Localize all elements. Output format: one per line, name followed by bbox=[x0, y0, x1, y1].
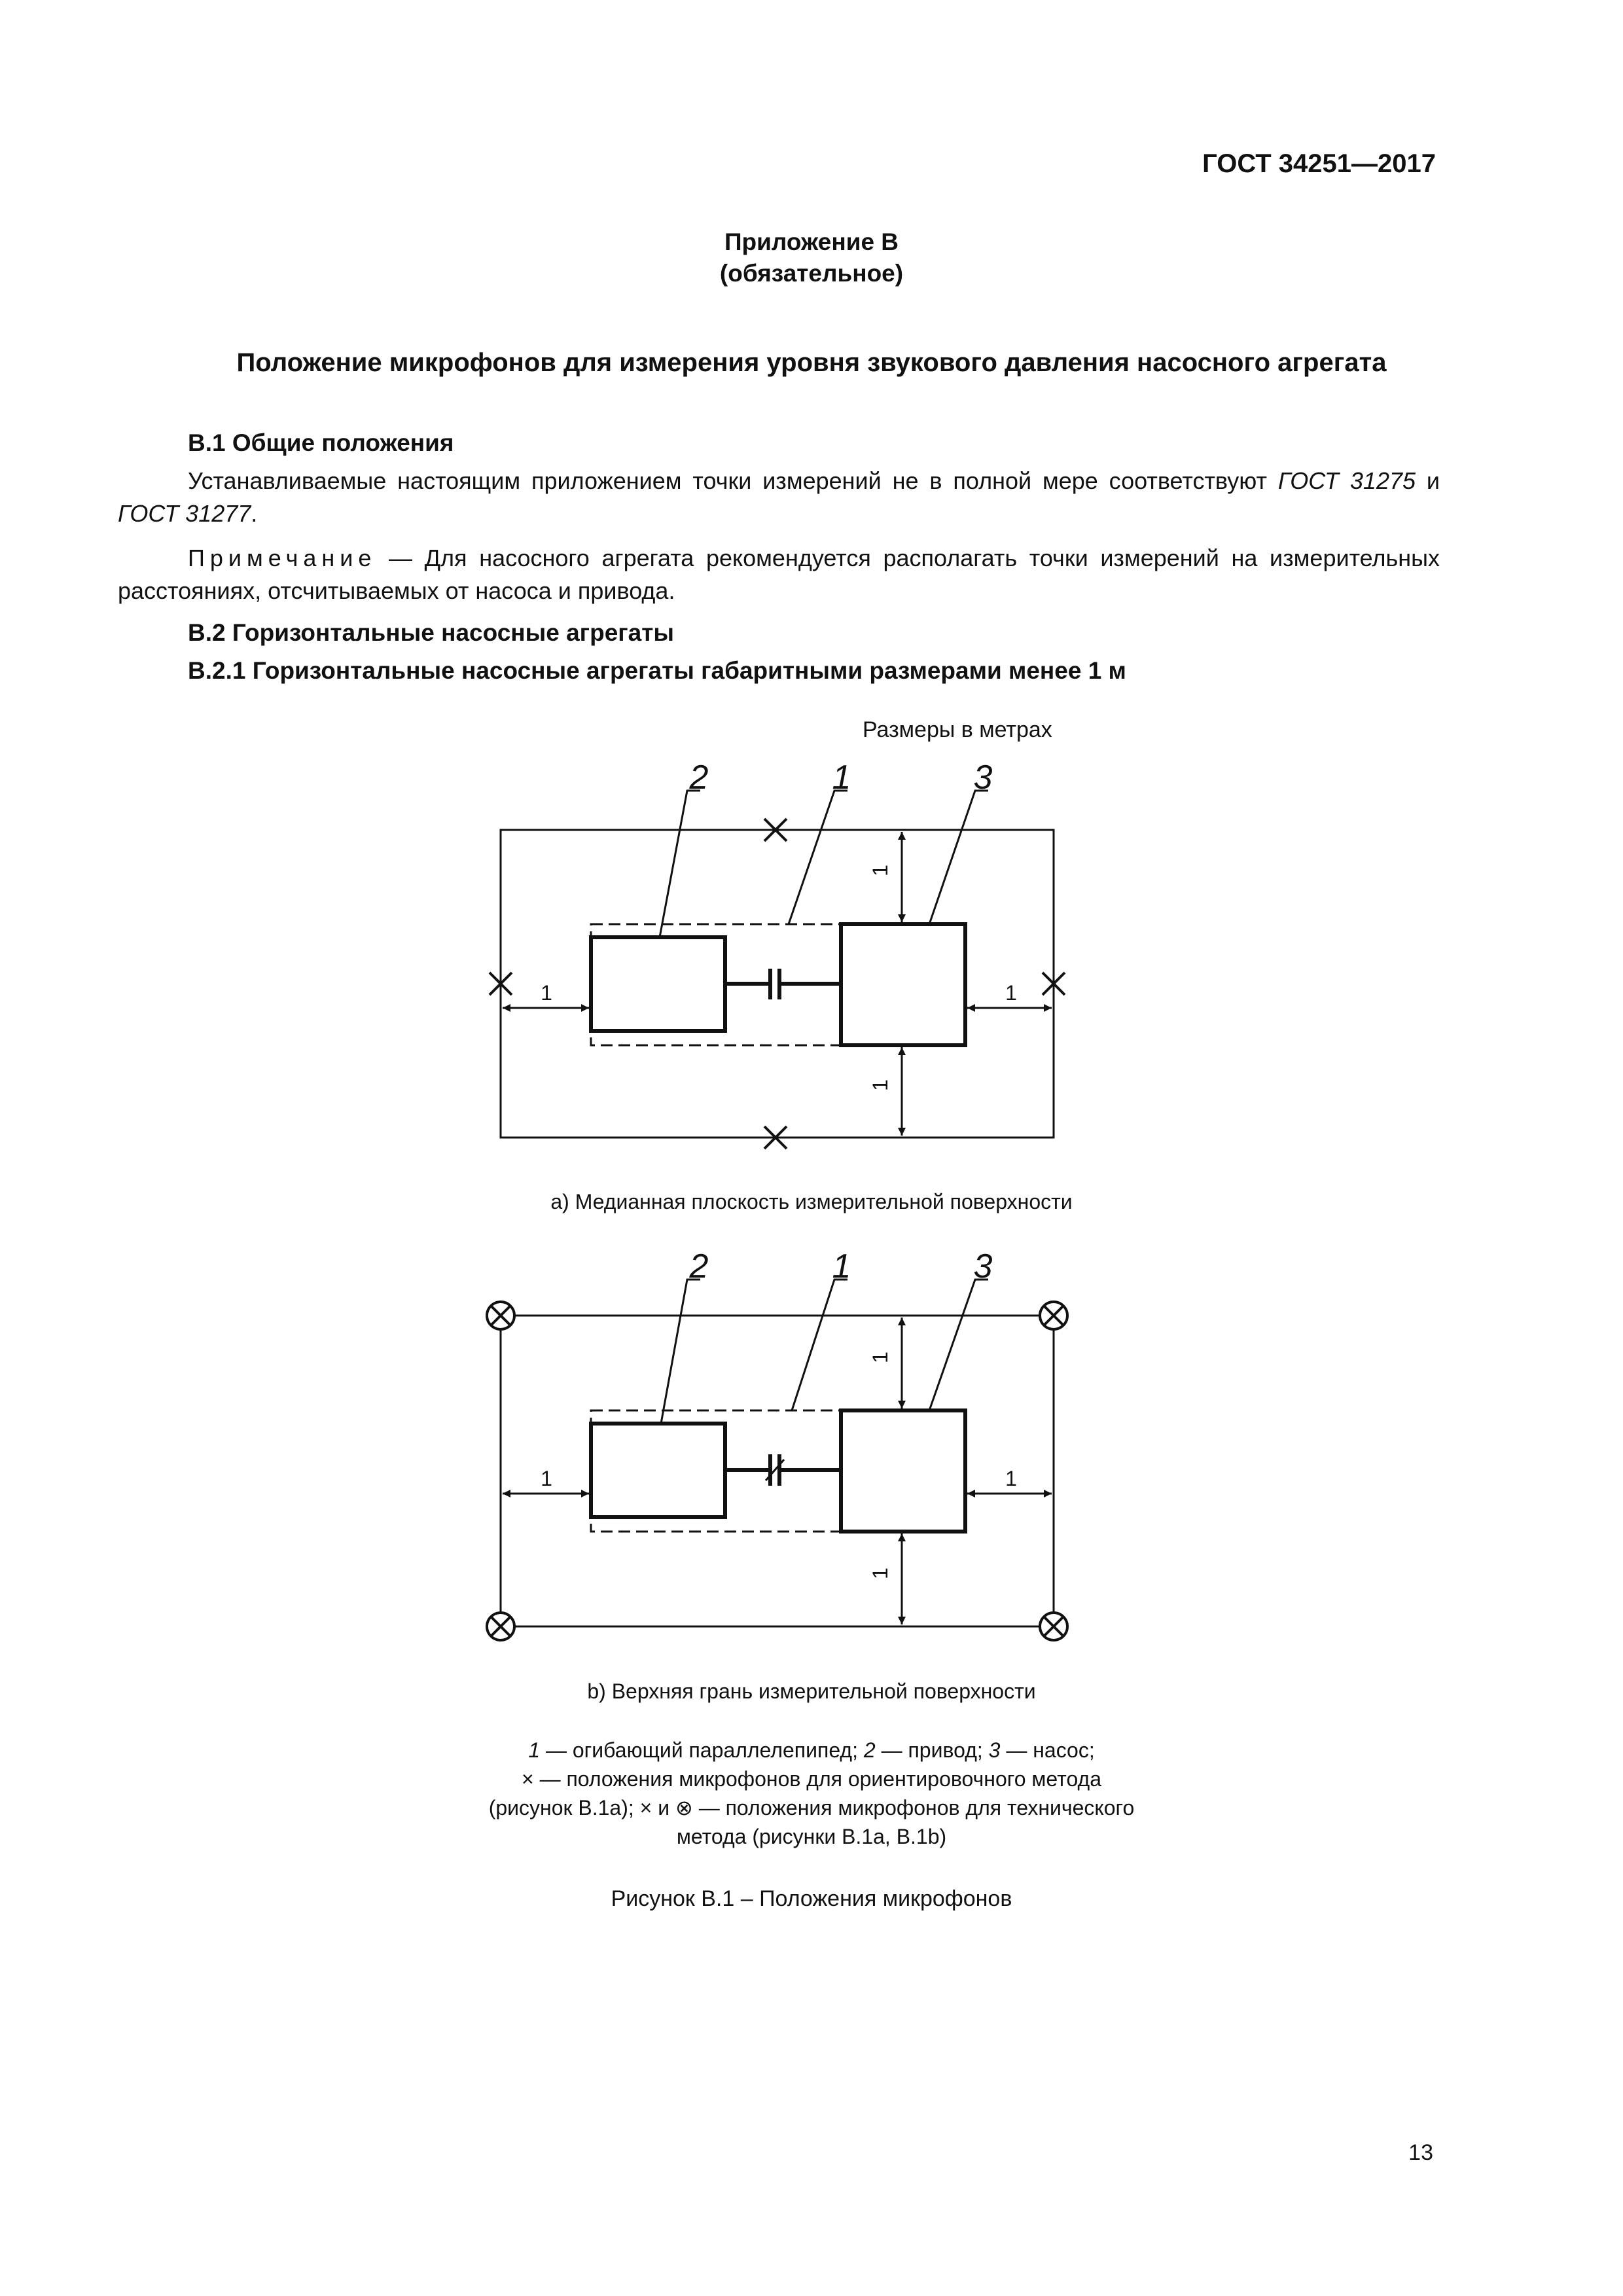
b1-text-3: . bbox=[251, 500, 258, 527]
dim-label-left-a: 1 bbox=[541, 981, 552, 1005]
diagram-b bbox=[487, 1280, 1067, 1640]
drive-box-a bbox=[591, 937, 725, 1031]
dim-label-left-b: 1 bbox=[541, 1467, 552, 1490]
measurement-surface-a bbox=[501, 830, 1054, 1138]
figure-legend bbox=[0, 1736, 1623, 1851]
dim-label-top-b: 1 bbox=[868, 1352, 892, 1363]
appendix-title: Положение микрофонов для измерения уровня звукового давления насосного агрегата bbox=[236, 348, 1387, 377]
section-b2-heading: В.2 Горизонтальные насосные агрегаты bbox=[188, 619, 674, 646]
callout-2-b: 2 bbox=[689, 1247, 709, 1285]
coupling-b bbox=[725, 1454, 841, 1486]
diagram-a bbox=[490, 791, 1065, 1149]
note-label: Примечание bbox=[188, 545, 377, 571]
dim-label-bottom-a: 1 bbox=[868, 1079, 892, 1091]
microphone-circled-marks-b bbox=[487, 1302, 1067, 1640]
callout-1-a: 1 bbox=[832, 759, 851, 797]
legend-line-1: 1 — огибающий параллелепипед; 2 — привод; 3 — насос; bbox=[528, 1738, 1095, 1762]
legend-line-3: (рисунок В.1а); × и ⊗ — положения микрофонов для технического bbox=[488, 1796, 1135, 1820]
dim-label-right-b: 1 bbox=[1005, 1467, 1017, 1490]
appendix-status: (обязательное) bbox=[719, 260, 904, 287]
coupling-a bbox=[725, 969, 841, 999]
legend-line-2: × — положения микрофонов для ориентировочного метода bbox=[521, 1767, 1102, 1791]
callout-1-b: 1 bbox=[832, 1247, 851, 1285]
note-text: — Для насосного агрегата рекомендуется располагать точки измерений на измерительных расстояниях, отсчитываемых от насоса и привода. bbox=[118, 545, 1440, 604]
figure-caption: Рисунок В.1 – Положения микрофонов bbox=[611, 1886, 1012, 1911]
b1-text-1: Устанавливаемые настоящим приложением точки измерений не в полной мере соответствуют bbox=[188, 467, 1278, 494]
leader-lines-a bbox=[660, 791, 988, 937]
dim-label-top-a: 1 bbox=[868, 865, 892, 876]
standard-number: ГОСТ 34251—2017 bbox=[1202, 149, 1436, 178]
dimensions-note: Размеры в метрах bbox=[863, 717, 1052, 742]
callout-3-a: 3 bbox=[973, 759, 993, 797]
dim-label-bottom-b: 1 bbox=[868, 1568, 892, 1579]
measurement-surface-b bbox=[501, 1316, 1054, 1626]
reference-gost-31277: ГОСТ 31277 bbox=[118, 500, 251, 527]
caption-b: b) Верхняя грань измерительной поверхности bbox=[587, 1679, 1036, 1703]
section-b1-heading: В.1 Общие положения bbox=[188, 429, 454, 456]
callout-2-a: 2 bbox=[689, 759, 709, 797]
microphone-cross-marks-a bbox=[490, 819, 1065, 1149]
pump-box-b bbox=[841, 1410, 965, 1532]
leader-lines-b bbox=[661, 1280, 988, 1424]
reference-gost-31275: ГОСТ 31275 bbox=[1277, 467, 1416, 494]
dim-label-right-a: 1 bbox=[1005, 981, 1017, 1005]
drive-box-b bbox=[591, 1424, 725, 1517]
section-b21-heading: В.2.1 Горизонтальные насосные агрегаты габаритными размерами менее 1 м bbox=[188, 657, 1126, 684]
callout-3-b: 3 bbox=[973, 1247, 993, 1285]
legend-line-4: метода (рисунки В.1а, В.1b) bbox=[676, 1825, 947, 1848]
pump-box-a bbox=[841, 924, 965, 1045]
appendix-label: Приложение В bbox=[724, 228, 899, 255]
caption-a: а) Медианная плоскость измерительной поверхности bbox=[550, 1190, 1073, 1213]
b1-text-2: и bbox=[1416, 467, 1440, 494]
page-number: 13 bbox=[1408, 2140, 1433, 2165]
